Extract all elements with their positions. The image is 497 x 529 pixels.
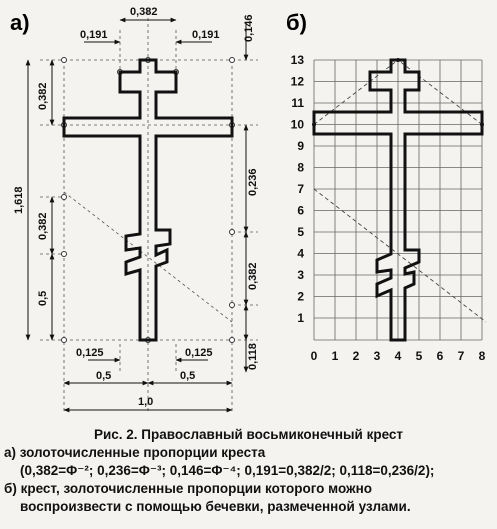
y-tick-5: 5 <box>297 225 304 239</box>
panel-b-guides <box>314 60 486 322</box>
y-tick-10: 10 <box>290 117 304 132</box>
x-tick-1: 1 <box>331 349 339 363</box>
x-tick-4: 4 <box>394 349 402 363</box>
dim-base-left: 0,125 <box>76 347 104 359</box>
y-tick-6: 6 <box>297 203 304 218</box>
dim-full-width: 1,0 <box>138 396 154 408</box>
figure-caption <box>0 426 497 516</box>
y-tick-11: 11 <box>291 96 304 110</box>
dim-left-low: 0,5 <box>37 290 49 306</box>
y-tick-9: 9 <box>297 139 304 153</box>
dim-left-upper: 0,382 <box>37 82 49 110</box>
panel-b-y-labels <box>291 53 305 325</box>
y-tick-4: 4 <box>297 246 304 261</box>
dim-top-right: 0,146 <box>243 14 255 42</box>
panel-a-dims <box>28 20 246 410</box>
caption-line-a: а) золоточисленные пропорции креста <box>4 445 266 460</box>
dim-right-arm: 0,191 <box>192 29 220 41</box>
x-tick-5: 5 <box>415 349 423 363</box>
caption-line-b1: б) крест, золоточисленные пропорции которого можно <box>4 481 373 496</box>
x-tick-2: 2 <box>352 349 360 363</box>
dim-right-lower: 0,382 <box>247 262 259 290</box>
caption-title: Рис. 2. Православный восьмиконечный крест <box>93 427 404 442</box>
panel-b-grid <box>314 60 482 340</box>
y-tick-2: 2 <box>297 289 304 304</box>
panel-b-label: б) <box>286 10 307 35</box>
dim-top-width: 0,382 <box>130 6 158 18</box>
y-tick-13: 13 <box>290 53 304 67</box>
y-tick-12: 12 <box>290 74 304 89</box>
dim-left-arm: 0,191 <box>80 29 108 41</box>
x-tick-7: 7 <box>457 349 465 363</box>
dim-right-upper: 0,236 <box>247 168 259 196</box>
x-tick-3: 3 <box>373 349 381 363</box>
y-tick-8: 8 <box>297 160 304 175</box>
x-tick-6: 6 <box>436 349 444 363</box>
dim-total-height: 1,618 <box>13 186 25 214</box>
y-tick-7: 7 <box>297 182 304 196</box>
dim-base-right: 0,125 <box>185 347 213 359</box>
caption-line-b2: воспроизвести с помощью бечевки, размеченной узлами. <box>20 499 411 514</box>
dim-half-left: 0,5 <box>96 370 112 382</box>
y-tick-3: 3 <box>297 268 304 282</box>
panel-a-dim-labels <box>13 6 259 408</box>
dim-right-base: 0,118 <box>247 343 259 370</box>
y-tick-1: 1 <box>297 311 304 325</box>
panel-b-x-labels <box>311 349 486 363</box>
dim-left-mid: 0,382 <box>37 212 49 240</box>
x-tick-8: 8 <box>478 349 486 363</box>
dim-half-right: 0,5 <box>180 370 196 382</box>
x-tick-0: 0 <box>310 349 318 363</box>
panel-a-guides <box>40 12 258 412</box>
panel-a-label: а) <box>10 10 30 35</box>
caption-formula: (0,382=Φ⁻²; 0,236=Φ⁻³; 0,146=Φ⁻⁴; 0,191=0,382/2; 0,118=0,236/2); <box>20 463 435 478</box>
